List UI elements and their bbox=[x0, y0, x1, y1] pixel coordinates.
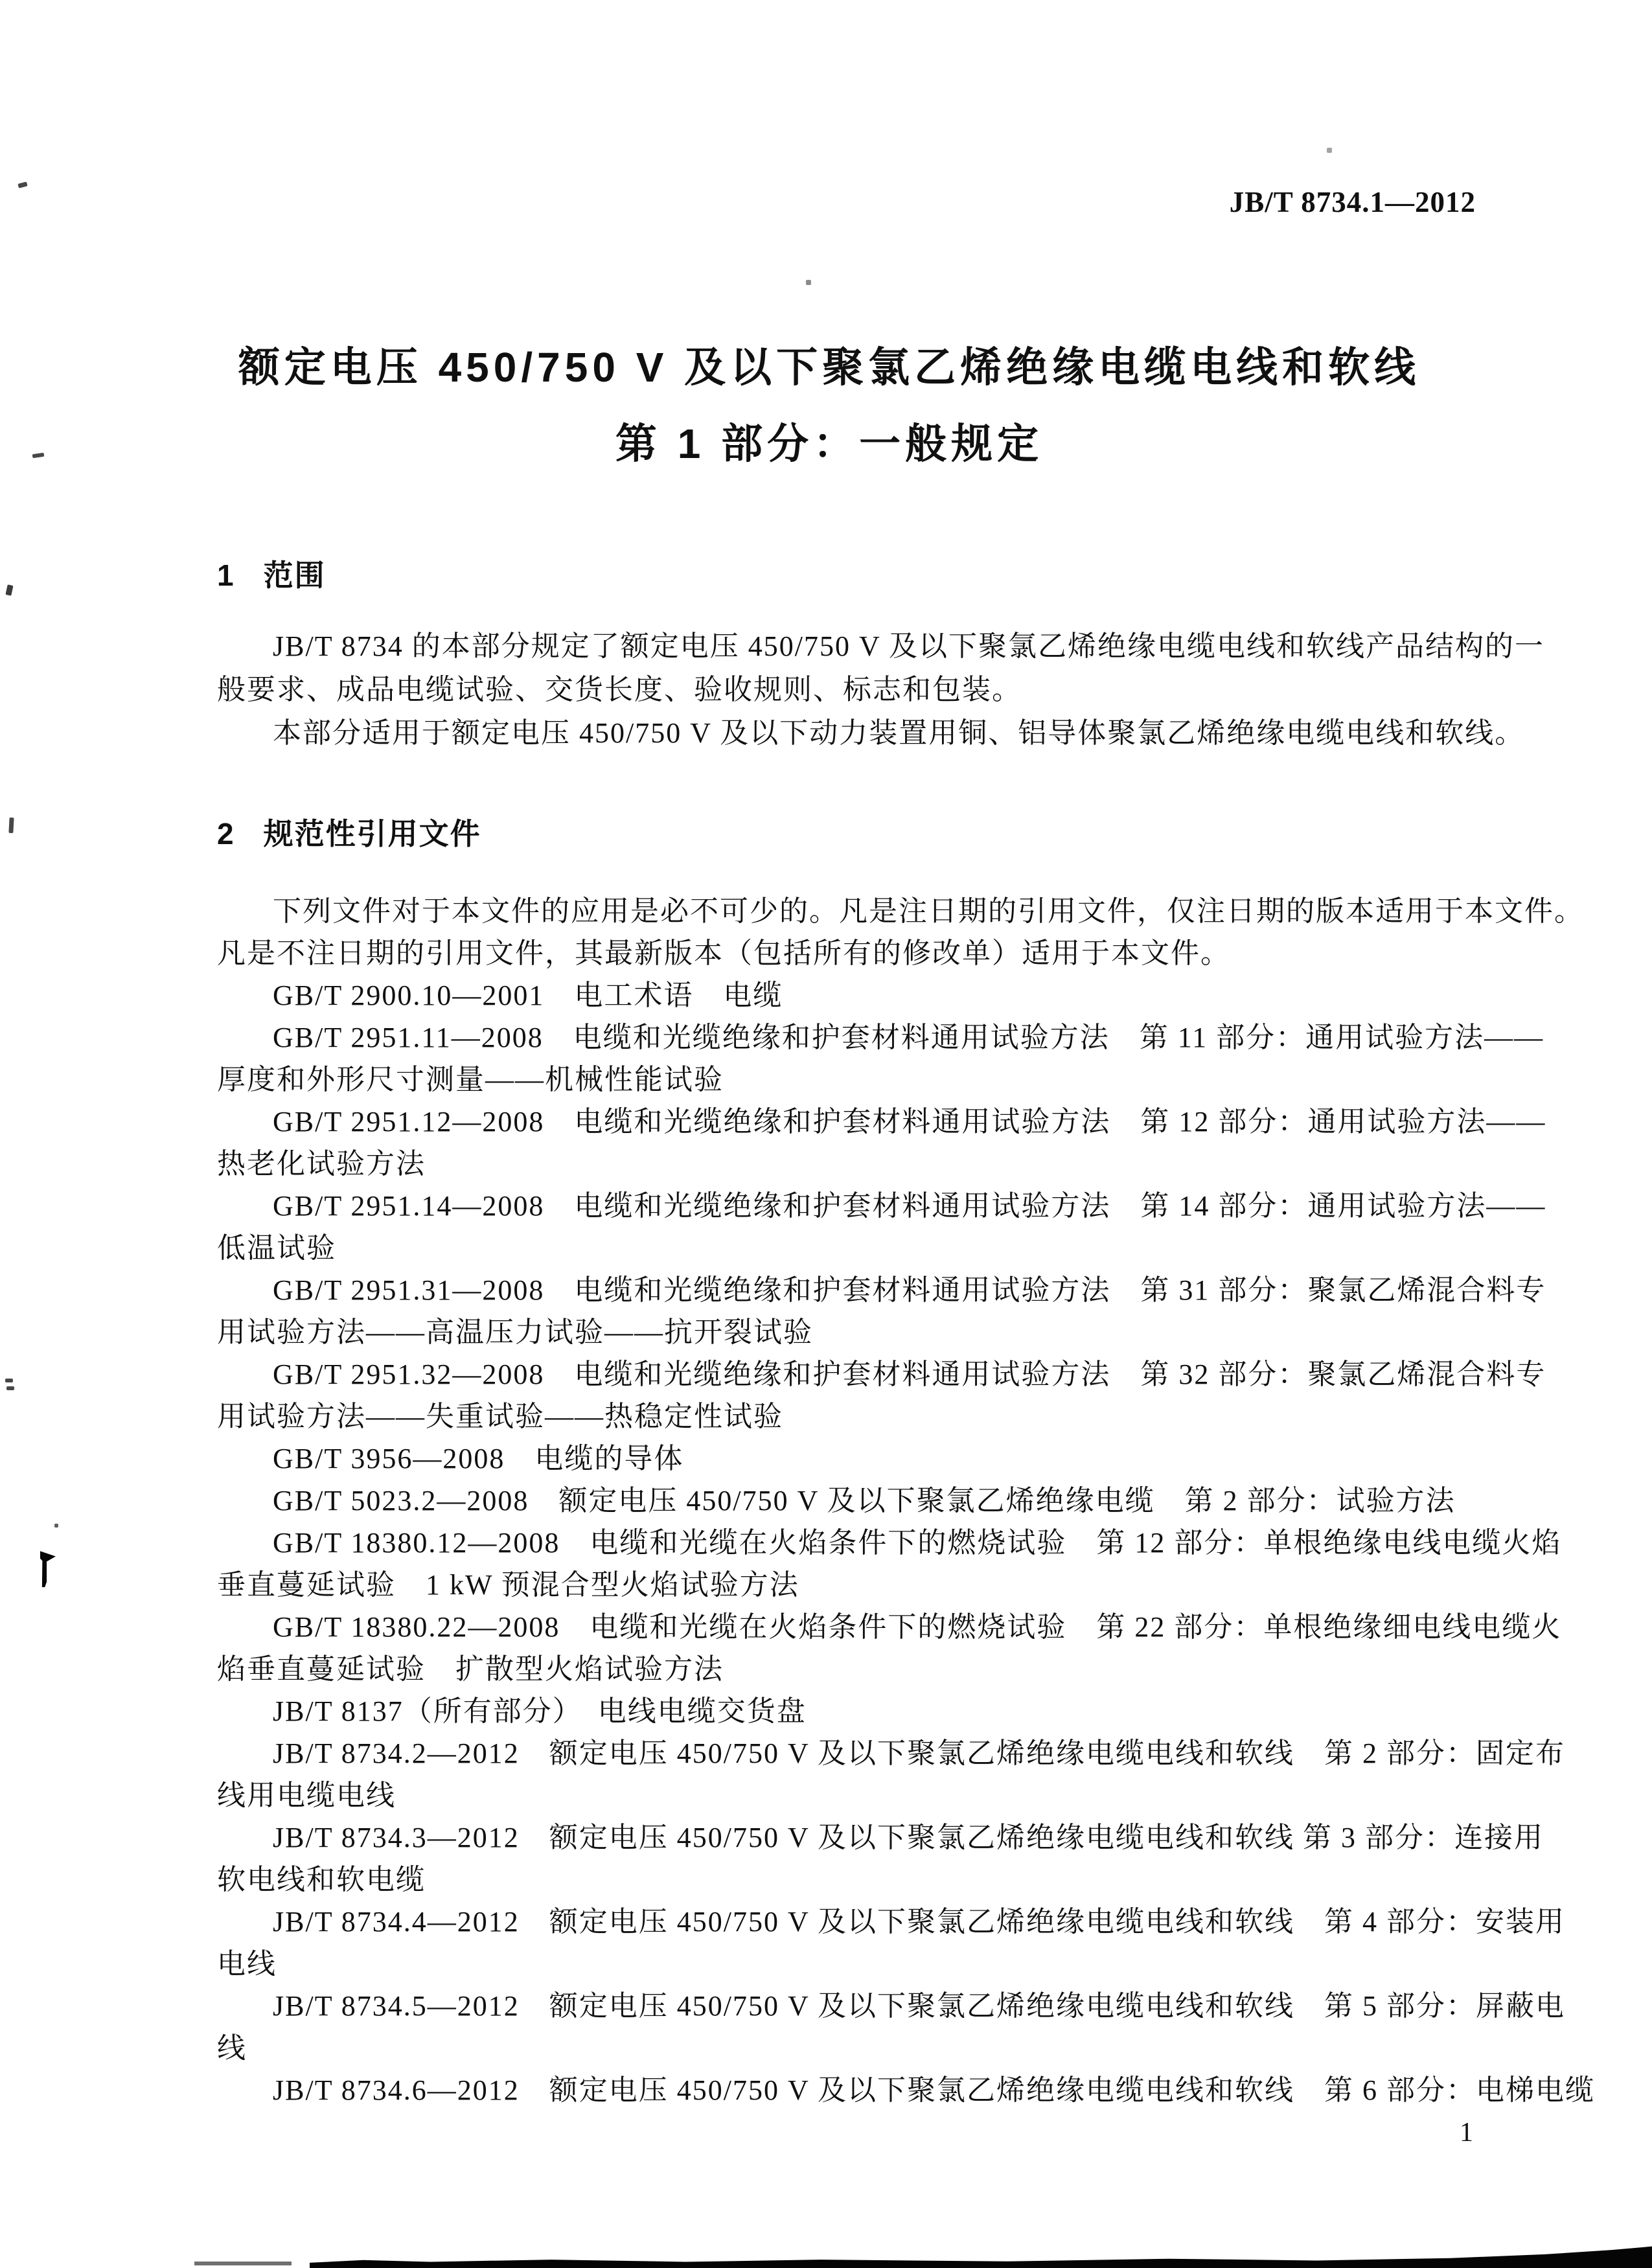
text-line: GB/T 2951.12—2008 电缆和光缆绝缘和护套材料通用试验方法 第 12 部分：通用试验方法—— bbox=[273, 1106, 1546, 1138]
text-line: JB/T 8734.2—2012 额定电压 450/750 V 及以下聚氯乙烯绝缘电缆电线和软线 第 2 部分：固定布 bbox=[273, 1737, 1565, 1769]
text-line: GB/T 3956—2008 电缆的导体 bbox=[273, 1443, 684, 1474]
scan-ink-blot bbox=[40, 1550, 56, 1587]
text-line: JB/T 8734.6—2012 额定电压 450/750 V 及以下聚氯乙烯绝缘电缆电线和软线 第 6 部分：电梯电缆 bbox=[273, 2074, 1595, 2106]
text-line: GB/T 2951.31—2008 电缆和光缆绝缘和护套材料通用试验方法 第 31 部分：聚氯乙烯混合料专 bbox=[273, 1274, 1546, 1306]
text-line: 线 bbox=[217, 2032, 247, 2064]
scan-speck bbox=[54, 1524, 58, 1528]
text-line: 电线 bbox=[217, 1948, 277, 1980]
document-title-line-2: 第 1 部分：一般规定 bbox=[615, 420, 1044, 467]
text-line: 用试验方法——失重试验——热稳定性试验 bbox=[217, 1401, 783, 1432]
text-line: 本部分适用于额定电压 450/750 V 及以下动力装置用铜、铝导体聚氯乙烯绝缘电缆电线和软线。 bbox=[273, 717, 1525, 749]
scan-artifact-dash bbox=[194, 2262, 292, 2265]
section-2-title: 规范性引用文件 bbox=[263, 817, 481, 851]
standard-code-header: JB/T 8734.1—2012 bbox=[1229, 186, 1476, 218]
text-line: GB/T 2951.11—2008 电缆和光缆绝缘和护套材料通用试验方法 第 11 部分：通用试验方法—— bbox=[273, 1022, 1544, 1053]
text-line: JB/T 8734.4—2012 额定电压 450/750 V 及以下聚氯乙烯绝缘电缆电线和软线 第 4 部分：安装用 bbox=[273, 1906, 1565, 1938]
text-line: 焰垂直蔓延试验 扩散型火焰试验方法 bbox=[217, 1653, 724, 1685]
scan-speck bbox=[32, 453, 45, 458]
text-line: 凡是不注日期的引用文件，其最新版本（包括所有的修改单）适用于本文件。 bbox=[217, 937, 1230, 969]
scan-speck bbox=[8, 818, 14, 833]
section-2-number: 2 bbox=[217, 817, 235, 851]
text-line: GB/T 18380.12—2008 电缆和光缆在火焰条件下的燃烧试验 第 12 部分：单根绝缘电线电缆火焰 bbox=[273, 1527, 1562, 1559]
document-title bbox=[194, 329, 1464, 482]
scan-artifact-bar bbox=[310, 2246, 1652, 2268]
section-2-references-body bbox=[217, 890, 1595, 2111]
document-title-line-1: 额定电压 450/750 V 及以下聚氯乙烯绝缘电缆电线和软线 bbox=[238, 344, 1421, 391]
text-line: 下列文件对于本文件的应用是必不可少的。凡是注日期的引用文件，仅注日期的版本适用于本文件。 bbox=[273, 895, 1584, 927]
scan-speck bbox=[1327, 148, 1332, 153]
text-line: 软电线和软电缆 bbox=[217, 1864, 426, 1896]
text-line: 般要求、成品电缆试验、交货长度、验收规则、标志和包装。 bbox=[217, 674, 1022, 705]
scan-speck bbox=[5, 584, 13, 596]
text-line: 低温试验 bbox=[217, 1232, 336, 1264]
section-1-body bbox=[217, 624, 1544, 755]
text-line: 热老化试验方法 bbox=[217, 1148, 426, 1180]
text-line: GB/T 5023.2—2008 额定电压 450/750 V 及以下聚氯乙烯绝缘电缆 第 2 部分：试验方法 bbox=[273, 1485, 1456, 1517]
section-2-heading bbox=[217, 810, 481, 853]
text-line: JB/T 8734.3—2012 额定电压 450/750 V 及以下聚氯乙烯绝缘电缆电线和软线 第 3 部分：连接用 bbox=[273, 1822, 1544, 1853]
section-1-heading bbox=[217, 552, 326, 595]
text-line: JB/T 8734 的本部分规定了额定电压 450/750 V 及以下聚氯乙烯绝缘电缆电线和软线产品结构的一 bbox=[273, 630, 1544, 662]
text-line: GB/T 18380.22—2008 电缆和光缆在火焰条件下的燃烧试验 第 22 部分：单根绝缘细电线电缆火 bbox=[273, 1611, 1562, 1643]
text-line: JB/T 8734.5—2012 额定电压 450/750 V 及以下聚氯乙烯绝缘电缆电线和软线 第 5 部分：屏蔽电 bbox=[273, 1990, 1565, 2022]
scan-speck bbox=[5, 1379, 13, 1382]
text-line: 用试验方法——高温压力试验——抗开裂试验 bbox=[217, 1316, 813, 1348]
text-line: GB/T 2951.14—2008 电缆和光缆绝缘和护套材料通用试验方法 第 14 部分：通用试验方法—— bbox=[273, 1190, 1546, 1222]
section-1-title: 范围 bbox=[263, 558, 326, 592]
text-line: 垂直蔓延试验 1 kW 预混合型火焰试验方法 bbox=[217, 1569, 799, 1601]
section-1-number: 1 bbox=[217, 558, 235, 592]
text-line: 厚度和外形尺寸测量——机械性能试验 bbox=[217, 1064, 724, 1095]
text-line: GB/T 2951.32—2008 电缆和光缆绝缘和护套材料通用试验方法 第 32 部分：聚氯乙烯混合料专 bbox=[273, 1358, 1546, 1390]
text-line: JB/T 8137（所有部分） 电线电缆交货盘 bbox=[273, 1695, 807, 1727]
text-line: GB/T 2900.10—2001 电工术语 电缆 bbox=[273, 979, 783, 1011]
page-number: 1 bbox=[1460, 2118, 1473, 2148]
text-line: 线用电缆电线 bbox=[217, 1780, 396, 1811]
scan-speck bbox=[806, 280, 811, 285]
